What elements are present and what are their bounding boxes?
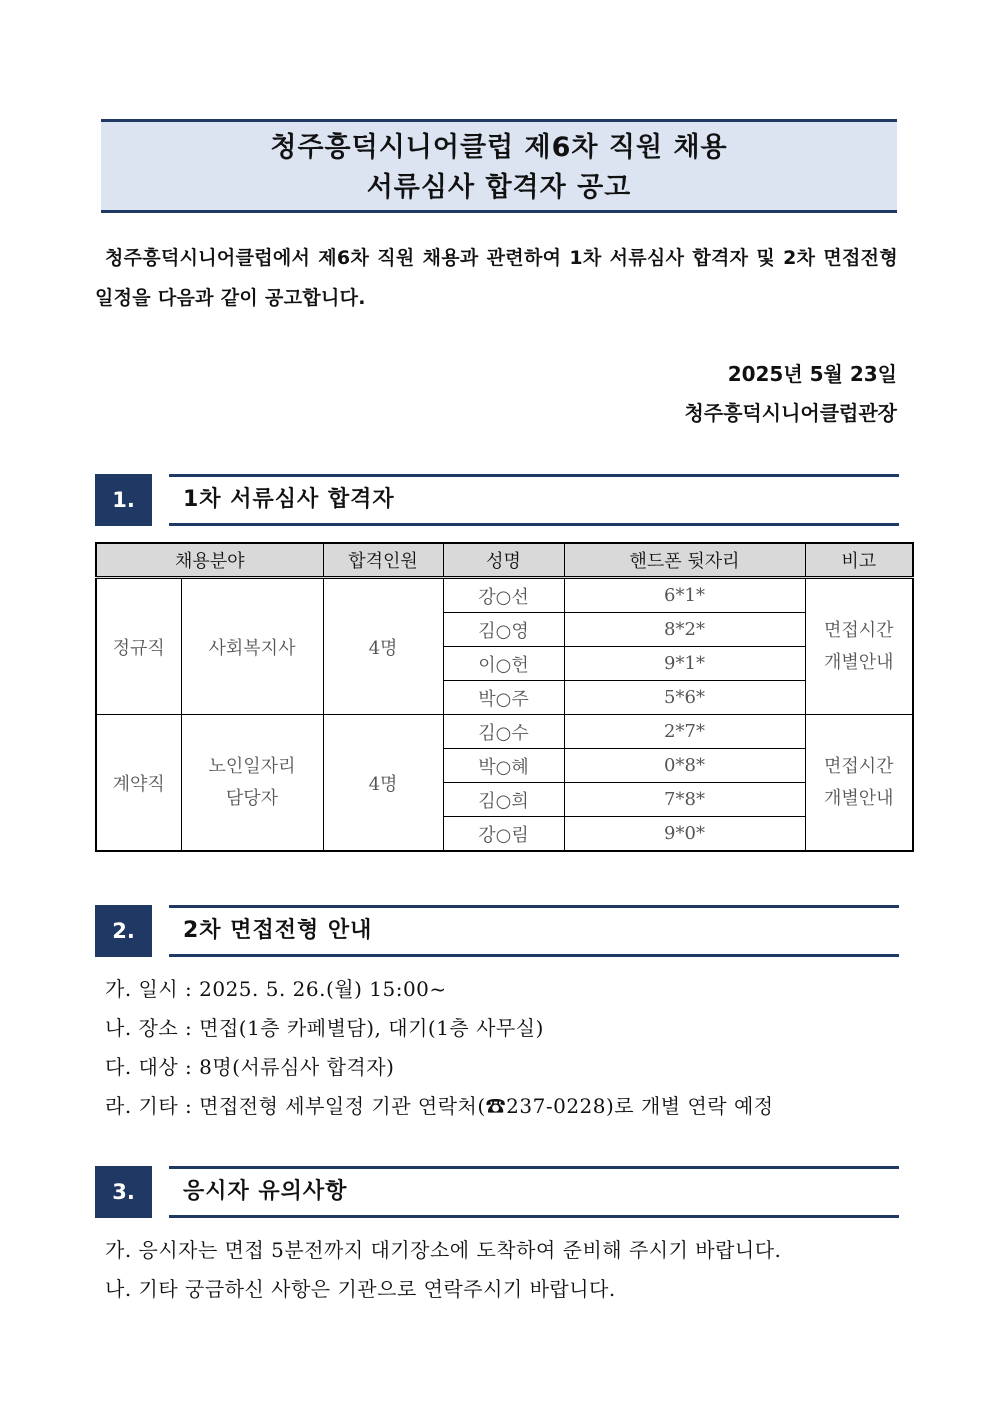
header-name: 성명 xyxy=(443,543,564,578)
notice-date: 2025년 5월 23일 xyxy=(727,362,897,386)
candidate-name: 김○영 xyxy=(443,613,564,647)
note-cell xyxy=(805,578,913,715)
intro-paragraph: 청주흥덕시니어클럽에서 제6차 직원 채용과 관련하여 1차 서류심사 합격자 및 2차 면접전형 일정을 다음과 같이 공고합니다. xyxy=(95,247,898,309)
list-item: 라. 기타 : 면접전형 세부일정 기관 연락처(☎237-0228)로 개별 연락 예정 xyxy=(105,1094,774,1118)
notice-title-line1: 청주흥덕시니어클럽 제6차 직원 채용 xyxy=(270,132,728,163)
list-item: 가. 일시 : 2025. 5. 26.(월) 15:00~ xyxy=(105,977,447,1001)
section1-number: 1. xyxy=(95,474,152,526)
list-item: 나. 기타 궁금하신 사항은 기관으로 연락주시기 바랍니다. xyxy=(105,1277,616,1301)
notice-title-line2: 서류심사 합격자 공고 xyxy=(366,172,632,203)
candidate-name: 김○희 xyxy=(443,783,564,817)
note-line2: 개별안내 xyxy=(823,787,894,809)
job-field-line1: 노인일자리 xyxy=(208,755,296,777)
phone-digits: 9*0* xyxy=(564,817,805,852)
note-line2: 개별안내 xyxy=(823,651,894,673)
organization-name: 청주흥덕시니어클럽관장 xyxy=(684,401,897,425)
candidate-name: 강○선 xyxy=(443,578,564,613)
header-field: 채용분야 xyxy=(96,543,323,578)
phone-digits: 0*8* xyxy=(564,749,805,783)
note-cell xyxy=(805,715,913,852)
candidate-name: 이○헌 xyxy=(443,647,564,681)
list-item: 가. 응시자는 면접 5분전까지 대기장소에 도착하여 준비해 주시기 바랍니다. xyxy=(105,1238,782,1262)
pass-count: 4명 xyxy=(323,578,443,715)
section3-number: 3. xyxy=(95,1166,152,1218)
header-phone: 핸드폰 뒷자리 xyxy=(564,543,805,578)
phone-digits: 7*8* xyxy=(564,783,805,817)
section1-title: 1차 서류심사 합격자 xyxy=(169,474,899,526)
table-row xyxy=(96,715,913,749)
candidate-name: 박○주 xyxy=(443,681,564,715)
notice-title-box xyxy=(101,119,897,213)
phone-digits: 9*1* xyxy=(564,647,805,681)
section3-title: 응시자 유의사항 xyxy=(169,1166,899,1218)
pass-count: 4명 xyxy=(323,715,443,852)
table-row xyxy=(96,578,913,613)
section2-number: 2. xyxy=(95,905,152,957)
employment-type: 정규직 xyxy=(96,578,181,715)
job-field xyxy=(181,715,323,852)
employment-type: 계약직 xyxy=(96,715,181,852)
list-item: 다. 대상 : 8명(서류심사 합격자) xyxy=(105,1055,395,1079)
section2-title: 2차 면접전형 안내 xyxy=(169,905,899,957)
passers-table xyxy=(95,542,914,852)
phone-digits: 5*6* xyxy=(564,681,805,715)
note-line1: 면접시간 xyxy=(823,619,894,641)
applicant-notice-list xyxy=(105,1231,781,1309)
phone-digits: 8*2* xyxy=(564,613,805,647)
phone-digits: 2*7* xyxy=(564,715,805,749)
phone-digits: 6*1* xyxy=(564,578,805,613)
candidate-name: 김○수 xyxy=(443,715,564,749)
header-count: 합격인원 xyxy=(323,543,443,578)
candidate-name: 박○혜 xyxy=(443,749,564,783)
job-field: 사회복지사 xyxy=(181,578,323,715)
header-note: 비고 xyxy=(805,543,913,578)
note-line1: 면접시간 xyxy=(823,755,894,777)
table-header-row xyxy=(96,543,913,578)
interview-info-list xyxy=(105,970,774,1126)
candidate-name: 강○림 xyxy=(443,817,564,852)
list-item: 나. 장소 : 면접(1층 카페별담), 대기(1층 사무실) xyxy=(105,1016,544,1040)
job-field-line2: 담당자 xyxy=(225,787,279,809)
